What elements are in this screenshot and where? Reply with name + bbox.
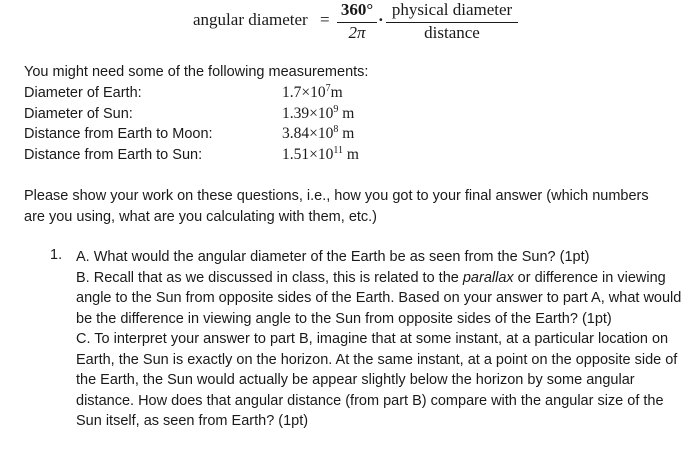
formula-frac1-denominator: 2π — [348, 23, 366, 42]
measurement-row-earth-moon-distance — [24, 126, 524, 148]
formula-frac2-bar — [386, 22, 518, 23]
parallax-term: parallax — [462, 269, 514, 286]
question-body — [76, 247, 688, 432]
question-part-b: B. Recall that as we discussed in class, this is related to the parallax or difference in viewing angle to the Sun from opposite sides of the Earth. Based on your answer to part A, what would be the difference in viewing angle to the Sun from opposite sides of the Earth? (1pt) — [76, 269, 682, 327]
angular-diameter-formula — [0, 0, 700, 50]
measurement-row-earth-diameter — [24, 85, 524, 107]
formula-frac1-numerator: 360° — [340, 0, 374, 19]
formula-fraction-degrees — [337, 0, 377, 43]
measurement-value: $1.51\times 10^{11}$ m — [282, 145, 359, 163]
instructions-paragraph: Please show your work on these questions, i.e., how you got to your final answer (which numbers are you using, what are you calculating with them, etc.) — [24, 188, 649, 225]
formula-fraction-size — [386, 0, 518, 43]
measurement-row-sun-diameter — [24, 106, 524, 128]
measurement-value: $1.7\times 10^7m$ — [282, 83, 343, 101]
measurement-label: Diameter of Sun: — [24, 106, 133, 122]
measurement-row-earth-sun-distance — [24, 147, 524, 169]
formula-lhs: angular diameter — [193, 10, 308, 29]
measurement-value: $1.39\times 10^9$ m — [282, 104, 355, 122]
measurement-value: $3.84\times 10^8$ m — [282, 124, 355, 142]
formula-equals: = — [320, 10, 330, 29]
formula-frac2-numerator: physical diameter — [391, 0, 513, 19]
formula-frac2-denominator: distance — [424, 23, 480, 42]
measurement-label: Distance from Earth to Sun: — [24, 147, 203, 163]
question-part-a: A. What would the angular diameter of the Earth be as seen from the Sun? (1pt) — [76, 249, 590, 265]
measurement-label: Distance from Earth to Moon: — [24, 126, 213, 142]
formula-multiply: · — [378, 10, 384, 29]
measurements-heading: You might need some of the following measurements: — [24, 64, 369, 80]
measurement-label: Diameter of Earth: — [24, 85, 142, 101]
question-part-c: C. To interpret your answer to part B, imagine that at some instant, at a particular location on Earth, the Sun is exactly on the horizon. At the same instant, at a point on the opposite side of the Earth, the Sun would actually be appear slightly below the horizon by some angular distance. How does that angular distance (from part B) compare with the angular size of the Sun itself, as seen from Earth? (1pt) — [76, 331, 678, 429]
formula-frac1-bar — [337, 22, 377, 23]
question-number: 1. — [50, 247, 63, 263]
